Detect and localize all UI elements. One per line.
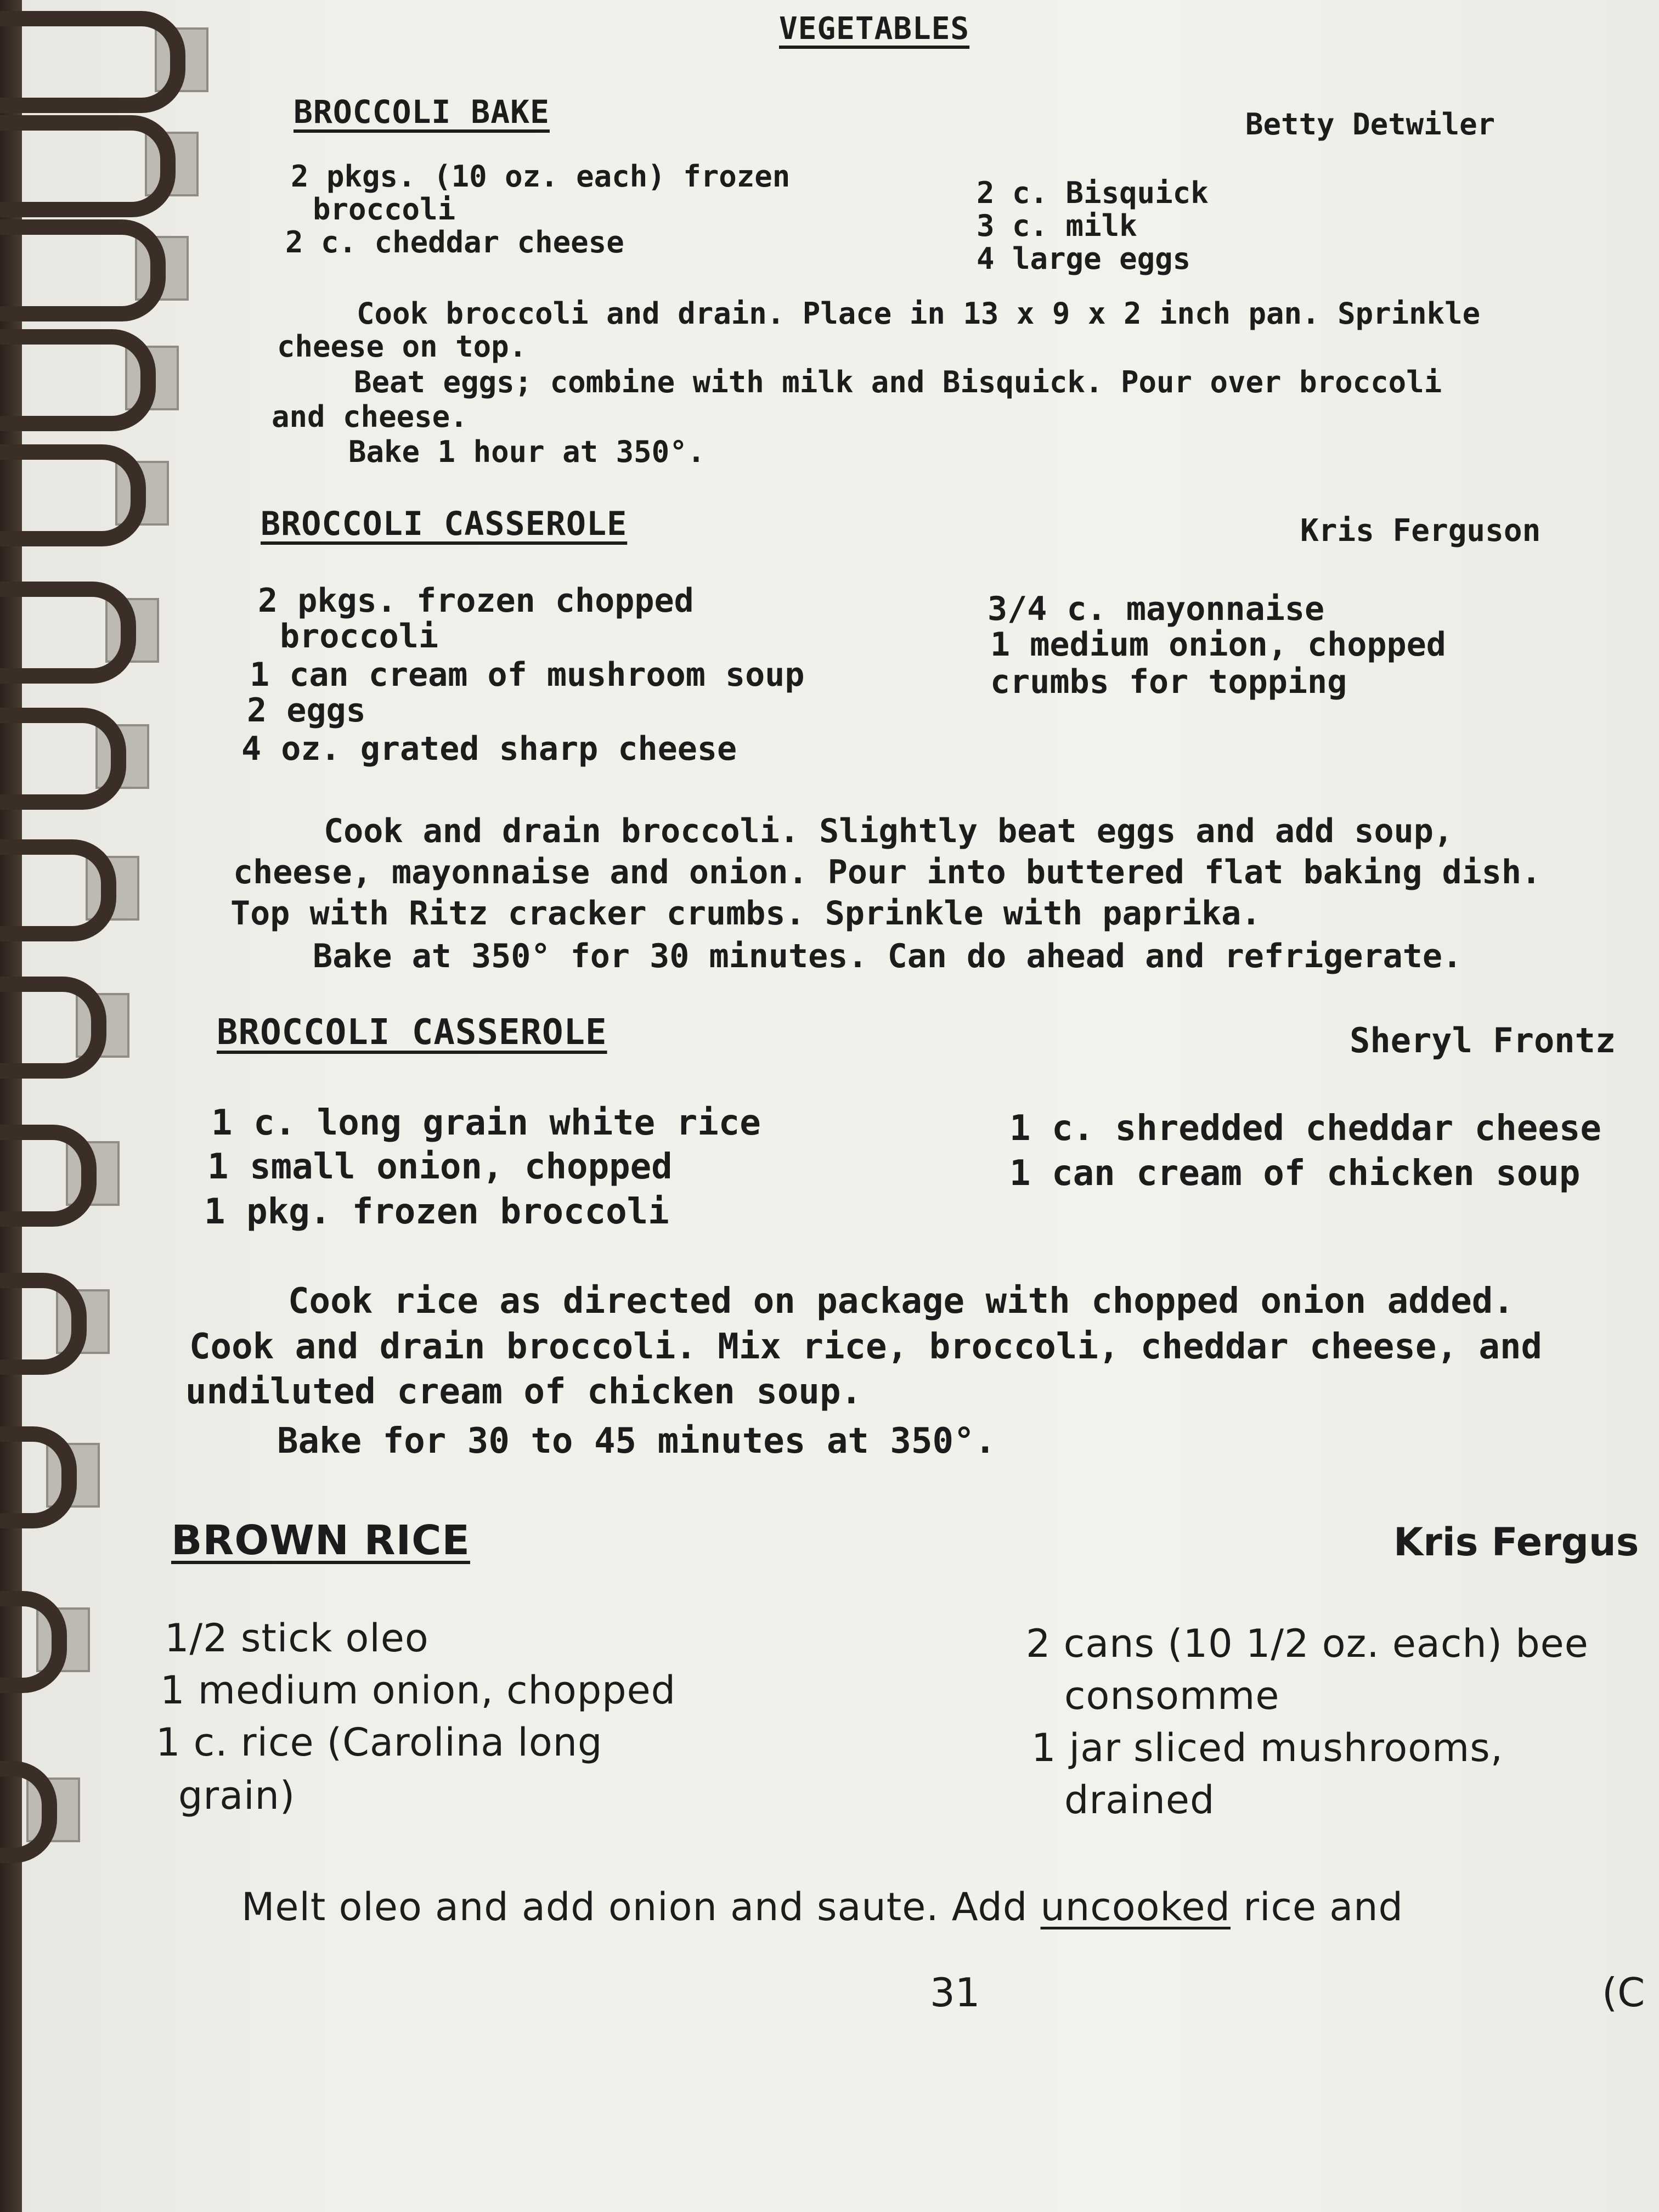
recipe-1-ingredient: 3 c. milk xyxy=(977,208,1137,243)
recipe-4-ingredient: drained xyxy=(1064,1778,1215,1822)
recipe-2-ingredient: crumbs for topping xyxy=(990,663,1347,701)
spiral-ring xyxy=(0,11,185,113)
recipe-1-ingredient: 2 c. cheddar cheese xyxy=(285,225,624,259)
spiral-coil xyxy=(0,115,199,198)
recipe-2-ingredient: broccoli xyxy=(280,617,438,656)
recipe-3-ingredient: 1 c. long grain white rice xyxy=(211,1103,761,1143)
spiral-ring xyxy=(0,1761,57,1863)
recipe-1-direction: cheese on top. xyxy=(277,329,527,364)
spiral-coil xyxy=(0,582,159,664)
recipe-4-ingredient: 1/2 stick oleo xyxy=(165,1616,429,1661)
spiral-ring xyxy=(0,444,146,546)
spiral-coil xyxy=(0,329,179,411)
recipe-1-author: Betty Detwiler xyxy=(1245,107,1496,142)
recipe-4-direction xyxy=(241,1884,1403,1929)
spiral-ring xyxy=(0,1426,77,1528)
recipe-3-title: BROCCOLI CASSEROLE xyxy=(217,1012,607,1053)
recipe-3-ingredient: 1 pkg. frozen broccoli xyxy=(204,1192,669,1232)
recipe-1-direction: Cook broccoli and drain. Place in 13 x 9 x 2 inch pan. Sprinkle xyxy=(357,296,1481,331)
recipe-4-ingredient: 1 c. rice (Carolina long xyxy=(156,1720,603,1765)
spiral-ring xyxy=(0,582,136,684)
continued-marker: (C xyxy=(1602,1970,1645,2016)
recipe-4-ingredient: consomme xyxy=(1064,1673,1280,1718)
spiral-coil xyxy=(0,708,149,790)
spiral-ring xyxy=(0,839,116,941)
spiral-binding xyxy=(0,0,230,2212)
recipe-2-direction: Cook and drain broccoli. Slightly beat eggs and add soup, xyxy=(324,812,1454,850)
spiral-ring xyxy=(0,329,156,431)
recipe-4-ingredient: grain) xyxy=(178,1773,296,1818)
recipe-4-ingredient: 1 jar sliced mushrooms, xyxy=(1031,1725,1503,1770)
spiral-coil xyxy=(0,1761,80,1843)
spiral-ring xyxy=(0,115,176,217)
recipe-2-direction: Bake at 350° for 30 minutes. Can do ahead and refrigerate. xyxy=(313,937,1463,975)
spiral-ring xyxy=(0,1591,67,1693)
recipe-3-direction: undiluted cream of chicken soup. xyxy=(185,1372,862,1412)
recipe-3-ingredient: 1 can cream of chicken soup xyxy=(1009,1153,1581,1194)
recipe-3-direction: Cook rice as directed on package with chopped onion added. xyxy=(288,1281,1514,1322)
recipe-1-ingredient: 2 c. Bisquick xyxy=(977,176,1209,210)
recipe-4-ingredient: 1 medium onion, chopped xyxy=(160,1668,676,1713)
recipe-4-ingredient: 2 cans (10 1/2 oz. each) bee xyxy=(1026,1621,1589,1666)
page-number: 31 xyxy=(930,1970,980,2016)
spiral-coil xyxy=(0,11,208,93)
spiral-coil xyxy=(0,1125,120,1207)
spiral-coil xyxy=(0,839,139,922)
recipe-1-ingredient: 4 large eggs xyxy=(977,241,1191,276)
recipe-1-title: BROCCOLI BAKE xyxy=(294,93,550,131)
recipe-2-ingredient: 1 medium onion, chopped xyxy=(990,625,1446,664)
recipe-4-direction-part: rice and xyxy=(1230,1884,1403,1929)
recipe-1-direction: Bake 1 hour at 350°. xyxy=(348,435,706,469)
recipe-3-ingredient: 1 c. shredded cheddar cheese xyxy=(1009,1108,1601,1149)
recipe-1-direction: Beat eggs; combine with milk and Bisquick. Pour over broccoli xyxy=(354,365,1442,399)
recipe-1-ingredient: broccoli xyxy=(313,192,456,227)
recipe-3-ingredient: 1 small onion, chopped xyxy=(207,1147,673,1187)
recipe-2-title: BROCCOLI CASSEROLE xyxy=(261,505,628,543)
recipe-3-direction: Bake for 30 to 45 minutes at 350°. xyxy=(277,1421,996,1462)
section-header: VEGETABLES xyxy=(779,11,970,47)
recipe-1-direction: and cheese. xyxy=(272,399,468,434)
recipe-2-ingredient: 4 oz. grated sharp cheese xyxy=(241,730,737,768)
recipe-3-direction: Cook and drain broccoli. Mix rice, broccoli, cheddar cheese, and xyxy=(189,1327,1542,1367)
recipe-2-ingredient: 3/4 c. mayonnaise xyxy=(988,590,1325,628)
spiral-coil xyxy=(0,977,129,1059)
spiral-ring xyxy=(0,1273,87,1375)
spiral-ring xyxy=(0,708,126,810)
spiral-coil xyxy=(0,219,189,302)
recipe-4-title: BROWN RICE xyxy=(171,1517,470,1564)
recipe-1-ingredient: 2 pkgs. (10 oz. each) frozen xyxy=(291,159,791,194)
recipe-2-ingredient: 1 can cream of mushroom soup xyxy=(250,656,805,694)
spiral-ring xyxy=(0,1125,97,1227)
spiral-coil xyxy=(0,1591,90,1673)
spiral-coil xyxy=(0,1426,100,1509)
recipe-2-ingredient: 2 eggs xyxy=(247,691,366,730)
spiral-coil xyxy=(0,1273,110,1355)
spiral-ring xyxy=(0,977,106,1079)
recipe-2-direction: cheese, mayonnaise and onion. Pour into buttered flat baking dish. xyxy=(233,853,1542,891)
recipe-4-direction-underlined: uncooked xyxy=(1040,1884,1231,1929)
recipe-2-author: Kris Ferguson xyxy=(1300,513,1541,549)
recipe-4-direction-part: Melt oleo and add onion and saute. Add xyxy=(241,1884,1041,1929)
recipe-2-direction: Top with Ritz cracker crumbs. Sprinkle with paprika. xyxy=(230,894,1261,933)
spiral-ring xyxy=(0,219,166,321)
spiral-coil xyxy=(0,444,169,527)
recipe-4-author: Kris Fergus xyxy=(1393,1520,1639,1565)
recipe-3-author: Sheryl Frontz xyxy=(1350,1020,1616,1060)
recipe-2-ingredient: 2 pkgs. frozen chopped xyxy=(258,582,694,620)
